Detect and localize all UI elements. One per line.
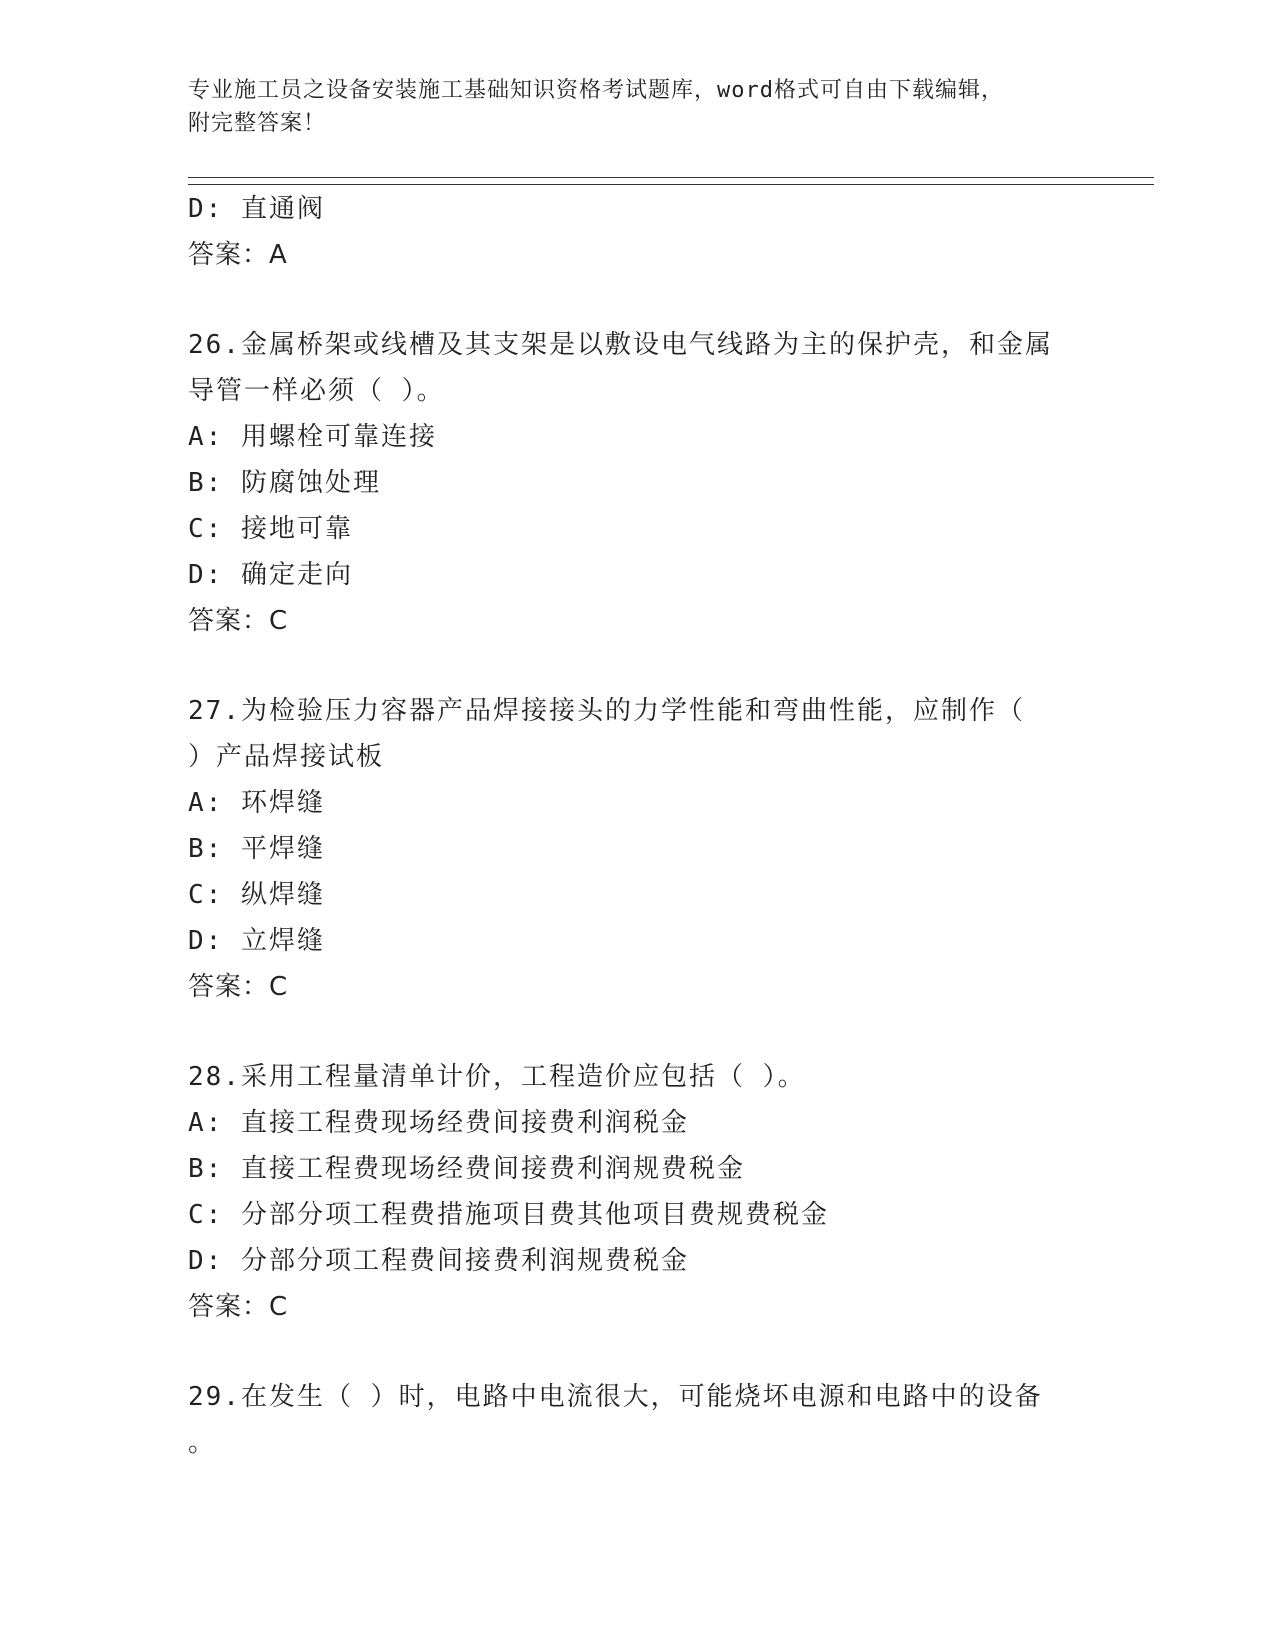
spacer xyxy=(188,1010,1088,1054)
option-a: A: 环焊缝 xyxy=(188,788,325,818)
spacer xyxy=(188,278,1088,322)
question-stem: ）产品焊接试板 xyxy=(188,742,385,772)
question-stem: 27.为检验压力容器产品焊接接头的力学性能和弯曲性能，应制作（ xyxy=(188,696,1025,726)
option-c: C: 纵焊缝 xyxy=(188,880,325,910)
prev-answer: 答案：A xyxy=(188,240,288,270)
question-28 xyxy=(188,1054,1088,1330)
option-d: D: 立焊缝 xyxy=(188,926,325,956)
question-26 xyxy=(188,322,1088,644)
question-29 xyxy=(188,1374,1088,1466)
header-title-line-2: 附完整答案！ xyxy=(188,111,327,136)
option-c: C: 接地可靠 xyxy=(188,514,353,544)
question-stem: 26.金属桥架或线槽及其支架是以敷设电气线路为主的保护壳，和金属 xyxy=(188,330,1053,360)
header-divider xyxy=(188,177,1154,185)
option-b: B: 平焊缝 xyxy=(188,834,325,864)
answer: 答案：C xyxy=(188,972,289,1002)
option-d: D: 分部分项工程费间接费利润规费税金 xyxy=(188,1246,689,1276)
option-b: B: 直接工程费现场经费间接费利润规费税金 xyxy=(188,1154,745,1184)
answer: 答案：C xyxy=(188,606,289,636)
question-stem: 。 xyxy=(188,1428,217,1458)
option-b: B: 防腐蚀处理 xyxy=(188,468,381,498)
header-title-line-1: 专业施工员之设备安装施工基础知识资格考试题库，word格式可自由下载编辑， xyxy=(188,78,1004,103)
question-stem: 导管一样必须（ ）。 xyxy=(188,376,445,406)
prev-option-d: D: 直通阀 xyxy=(188,194,325,224)
option-c: C: 分部分项工程费措施项目费其他项目费规费税金 xyxy=(188,1200,829,1230)
spacer xyxy=(188,1330,1088,1374)
question-content xyxy=(188,186,1088,1466)
option-a: A: 用螺栓可靠连接 xyxy=(188,422,437,452)
spacer xyxy=(188,644,1088,688)
question-stem: 29.在发生（ ）时，电路中电流很大，可能烧坏电源和电路中的设备 xyxy=(188,1382,1043,1412)
option-a: A: 直接工程费现场经费间接费利润税金 xyxy=(188,1108,689,1138)
option-d: D: 确定走向 xyxy=(188,560,353,590)
question-stem: 28.采用工程量清单计价，工程造价应包括（ ）。 xyxy=(188,1062,806,1092)
document-header xyxy=(188,74,1088,140)
question-27 xyxy=(188,688,1088,1010)
answer: 答案：C xyxy=(188,1292,289,1322)
